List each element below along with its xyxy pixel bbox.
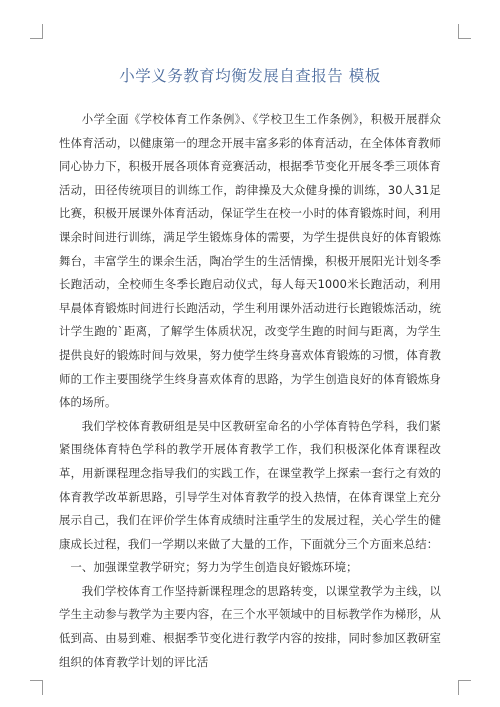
document-title: 小学义务教育均衡发展自查报告 模板: [119, 67, 381, 85]
paragraph-2: 我们学校体育教研组是吴中区教研室命名的小学体育特色学科，我们紧紧围绕体育特色学科的教学开展体育教学工作，我们积极深化体育课程改革，用新课程理念指导我们的实践工作，在课堂教学上探索一套行之有效的体育教学改革新思路，引导学生对体育教学的投入热情，在体育课堂上充分展示自己，我们在评价学生体育成绩时注重学生的发展过程，关心学生的健康成长过程，我们一学期以来做了大量的工作，下面就分三个方面来总结：: [59, 418, 441, 551]
crop-mark-bottom-right: [458, 680, 471, 695]
crop-mark-top-left: [30, 24, 43, 39]
crop-mark-bottom-left: [30, 680, 43, 695]
section-heading-1: 一、加强课堂教学研究；努力为学生创造良好锻炼环境；: [70, 560, 358, 575]
document-body: [59, 108, 441, 674]
crop-mark-top-right: [458, 24, 471, 39]
paragraph-1: 小学全面《学校体育工作条例》、《学校卫生工作条例》，积极开展群众性体育活动，以健康第一的理念开展丰富多彩的体育活动，在全体体育教师同心协力下，积极开展各项体育竞赛活动，根据季节变化开展冬季三项体育活动，田径传统项目的训练工作，韵律操及大众健身操的训练，30人31足比赛，积极开展课外体育活动，保证学生在校一小时的体育锻炼时间，利用课余时间进行训练，满足学生锻炼身体的需要，为学生提供良好的体育锻炼舞台，丰富学生的课余生活，陶冶学生的生活情操，积极开展阳光计划冬季长跑活动，全校师生冬季长跑启动仪式，每人每天1000米长跑活动，利用早晨体育锻炼时间进行长跑活动，学生利用课外活动进行长跑锻炼活动，统计学生跑的`距离，了解学生体质状况，改变学生跑的时间与距离，为学生提供良好的锻炼时间与效果，努力使学生终身喜欢体育锻炼的习惯，体育教师的工作主要围绕学生终身喜欢体育的思路，为学生创造良好的体育锻炼身体的场所。: [59, 112, 441, 410]
paragraph-3: 我们学校体育工作坚持新课程理念的思路转变，以课堂教学为主线，以学生主动参与教学为主要内容，在三个水平领域中的目标教学作为梯形，从低到高、由易到难、根据季节变化进行教学内容的按排，同时参加区教研室组织的体育教学计划的评比活: [59, 583, 441, 669]
